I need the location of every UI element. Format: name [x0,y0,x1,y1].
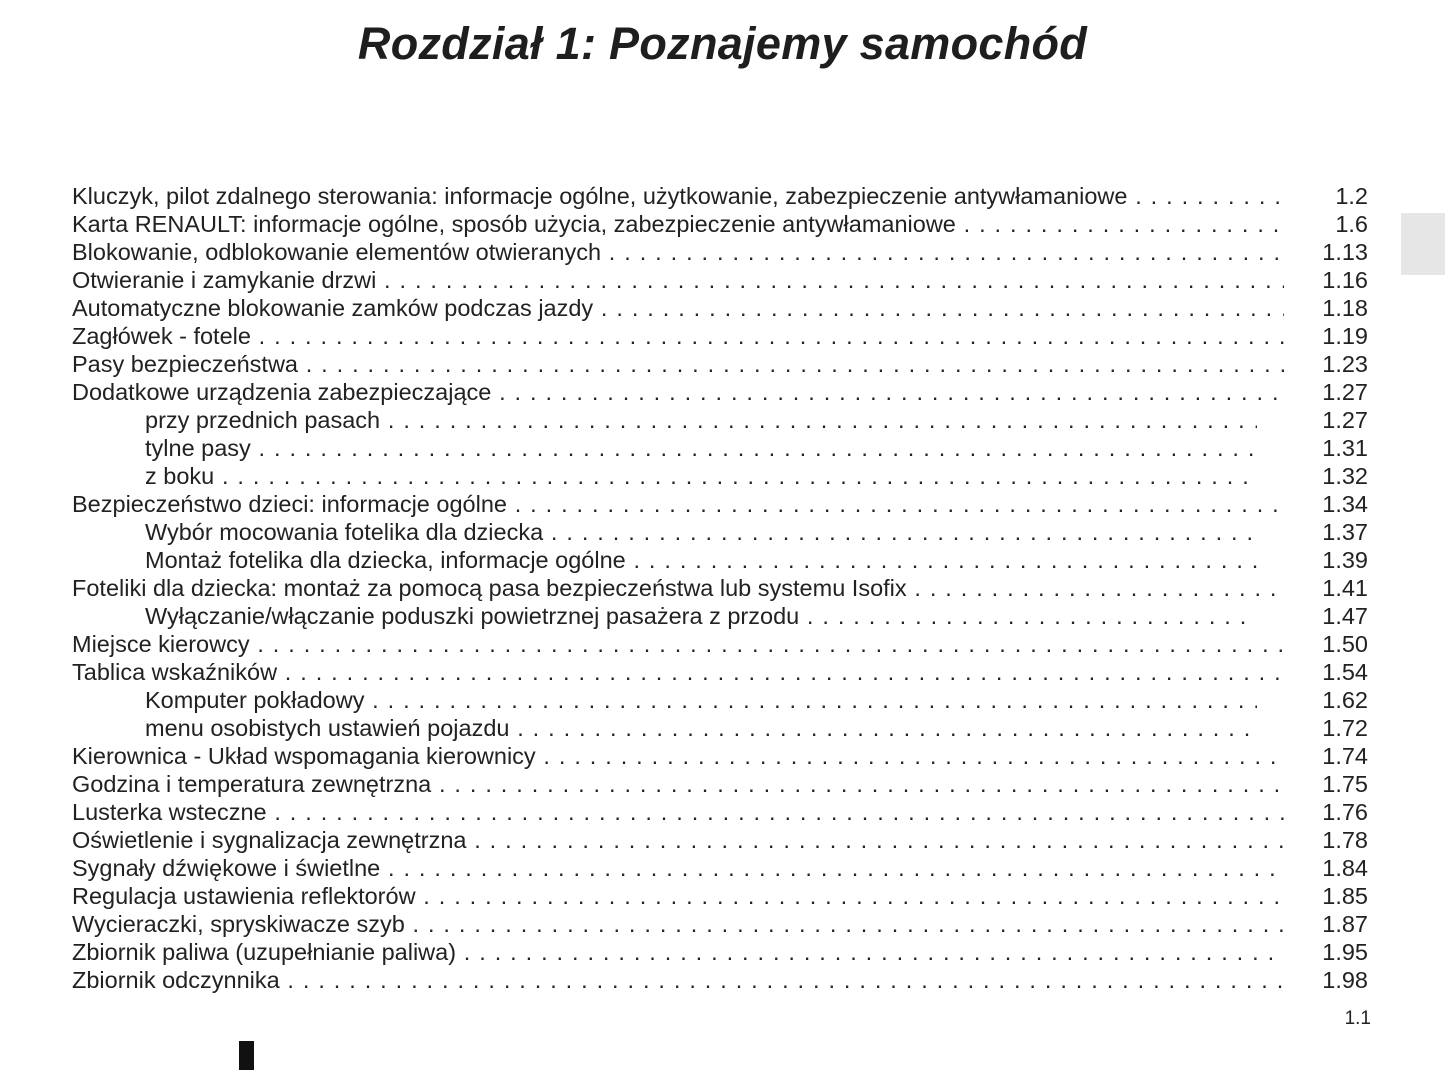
toc-entry[interactable] [72,938,1372,966]
toc-entry-page: 1.16 [1322,267,1368,293]
toc-entry-leader [72,294,1284,322]
toc-entry-leader [72,658,1284,686]
toc-entry-title: menu osobistych ustawień pojazdu [145,715,510,741]
toc-entry-title: Montaż fotelika dla dziecka, informacje ogólne [145,547,626,573]
toc-entry-title: Komputer pokładowy [145,687,365,713]
toc-entry-title: Automatyczne blokowanie zamków podczas jazdy [72,295,594,321]
toc-entry-title: Wyłączanie/włączanie poduszki powietrznej pasażera z przodu [145,603,800,629]
toc-entry[interactable] [72,350,1372,378]
toc-entry-page: 1.75 [1322,771,1368,797]
toc-entry-title: z boku [145,463,215,489]
toc-entry-title: tylne pasy [145,435,251,461]
toc-entry-page: 1.2 [1335,183,1368,209]
toc-subentry[interactable] [72,406,1372,434]
toc-entry-leader [72,210,1284,238]
toc-entry-leader [72,322,1284,350]
toc-entry-page: 1.62 [1322,687,1368,713]
toc-entry-page: 1.41 [1322,575,1368,601]
toc-entry-leader [72,966,1284,994]
page-title: Rozdział 1: Poznajemy samochód [357,18,1088,69]
toc-entry-title: Kierownica - Układ wspomagania kierownicy [72,743,536,769]
toc-entry-page: 1.98 [1322,967,1368,993]
toc-entry-page: 1.87 [1322,911,1368,937]
toc-entry-title: Tablica wskaźników [72,659,278,685]
toc-entry-leader [72,350,1284,378]
toc-entry-leader [72,742,1284,770]
toc-entry-leader [72,938,1284,966]
margin-mark [239,1041,254,1070]
toc-entry-title: przy przednich pasach [145,407,381,433]
toc-entry-title: Wybór mocowania fotelika dla dziecka [145,519,544,545]
toc-entry-leader [72,574,1284,602]
toc-entry-page: 1.84 [1322,855,1368,881]
toc-entry-title: Karta RENAULT: informacje ogólne, sposób użycia, zabezpieczenie antywłamaniowe [72,211,956,237]
toc-entry[interactable] [72,798,1372,826]
toc-entry-leader [72,630,1284,658]
page-number: 1.1 [1344,1008,1371,1029]
toc-entry-leader [145,434,1257,462]
toc-entry[interactable] [72,742,1372,770]
toc-entry-title: Regulacja ustawienia reflektorów [72,883,416,909]
toc-entry-title: Foteliki dla dziecka: montaż za pomocą pasa bezpieczeństwa lub systemu Isofix [72,575,907,601]
toc-entry-title: Wycieraczki, spryskiwacze szyb [72,911,405,937]
toc-entry[interactable] [72,238,1372,266]
toc-entry-title: Blokowanie, odblokowanie elementów otwieranych [72,239,602,265]
table-of-contents [72,182,1372,994]
toc-entry-leader [72,798,1284,826]
toc-entry-title: Miejsce kierowcy [72,631,250,657]
toc-entry-page: 1.19 [1322,323,1368,349]
toc-entry-page: 1.18 [1322,295,1368,321]
toc-entry[interactable] [72,826,1372,854]
toc-entry[interactable] [72,378,1372,406]
toc-entry-title: Oświetlenie i sygnalizacja zewnętrzna [72,827,467,853]
toc-entry[interactable] [72,910,1372,938]
toc-subentry[interactable] [72,546,1372,574]
toc-entry[interactable] [72,294,1372,322]
toc-entry[interactable] [72,490,1372,518]
toc-entry-page: 1.37 [1322,519,1368,545]
toc-entry-leader [72,378,1284,406]
toc-entry[interactable] [72,854,1372,882]
toc-entry[interactable] [72,182,1372,210]
toc-entry-leader [145,546,1257,574]
toc-entry-page: 1.27 [1322,379,1368,405]
toc-entry-leader [145,714,1257,742]
toc-entry-leader [72,826,1284,854]
toc-entry-page: 1.74 [1322,743,1368,769]
toc-subentry[interactable] [72,518,1372,546]
toc-entry-page: 1.6 [1335,211,1368,237]
toc-entry[interactable] [72,658,1372,686]
toc-entry[interactable] [72,882,1372,910]
toc-entry-title: Otwieranie i zamykanie drzwi [72,267,377,293]
toc-entry-leader [145,686,1257,714]
toc-entry-page: 1.27 [1322,407,1368,433]
toc-entry-title: Zbiornik odczynnika [72,967,280,993]
toc-subentry[interactable] [72,434,1372,462]
toc-entry-title: Sygnały dźwiękowe i świetlne [72,855,381,881]
toc-entry-title: Zbiornik paliwa (uzupełnianie paliwa) [72,939,457,965]
toc-entry-title: Zagłówek - fotele [72,323,251,349]
toc-entry[interactable] [72,574,1372,602]
toc-entry-page: 1.78 [1322,827,1368,853]
toc-subentry[interactable] [72,602,1372,630]
toc-entry[interactable] [72,322,1372,350]
toc-subentry[interactable] [72,462,1372,490]
toc-entry-title: Godzina i temperatura zewnętrzna [72,771,432,797]
toc-entry-leader [72,238,1284,266]
toc-entry-leader [72,266,1284,294]
toc-entry[interactable] [72,966,1372,994]
toc-entry-page: 1.76 [1322,799,1368,825]
toc-entry-page: 1.34 [1322,491,1368,517]
toc-entry[interactable] [72,630,1372,658]
toc-entry-page: 1.32 [1322,463,1368,489]
toc-entry-page: 1.50 [1322,631,1368,657]
toc-entry-leader [72,882,1284,910]
toc-entry[interactable] [72,266,1372,294]
toc-entry-page: 1.95 [1322,939,1368,965]
toc-entry-title: Bezpieczeństwo dzieci: informacje ogólne [72,491,507,517]
toc-entry-page: 1.54 [1322,659,1368,685]
toc-entry-title: Kluczyk, pilot zdalnego sterowania: informacje ogólne, użytkowanie, zabezpieczenie antywłamaniowe [72,183,1128,209]
toc-subentry[interactable] [72,714,1372,742]
toc-entry-title: Pasy bezpieczeństwa [72,351,298,377]
toc-entry-page: 1.85 [1322,883,1368,909]
toc-entry-leader [145,602,1257,630]
chapter-tab [1401,213,1445,275]
toc-entry-page: 1.39 [1322,547,1368,573]
toc-entry-leader [72,910,1284,938]
toc-entry-title: Lusterka wsteczne [72,799,267,825]
toc-entry-leader [72,490,1284,518]
toc-entry-page: 1.31 [1322,435,1368,461]
toc-entry-page: 1.72 [1322,715,1368,741]
toc-entry-leader [72,854,1284,882]
toc-entry[interactable] [72,770,1372,798]
toc-entry-leader [145,518,1257,546]
toc-entry-page: 1.47 [1322,603,1368,629]
toc-entry-title: Dodatkowe urządzenia zabezpieczające [72,379,492,405]
toc-entry-leader [72,770,1284,798]
toc-entry-leader [72,182,1284,210]
toc-entry-leader [145,406,1257,434]
toc-entry-leader [145,462,1257,490]
toc-subentry[interactable] [72,686,1372,714]
toc-entry-page: 1.13 [1322,239,1368,265]
toc-entry-page: 1.23 [1322,351,1368,377]
toc-entry[interactable] [72,210,1372,238]
